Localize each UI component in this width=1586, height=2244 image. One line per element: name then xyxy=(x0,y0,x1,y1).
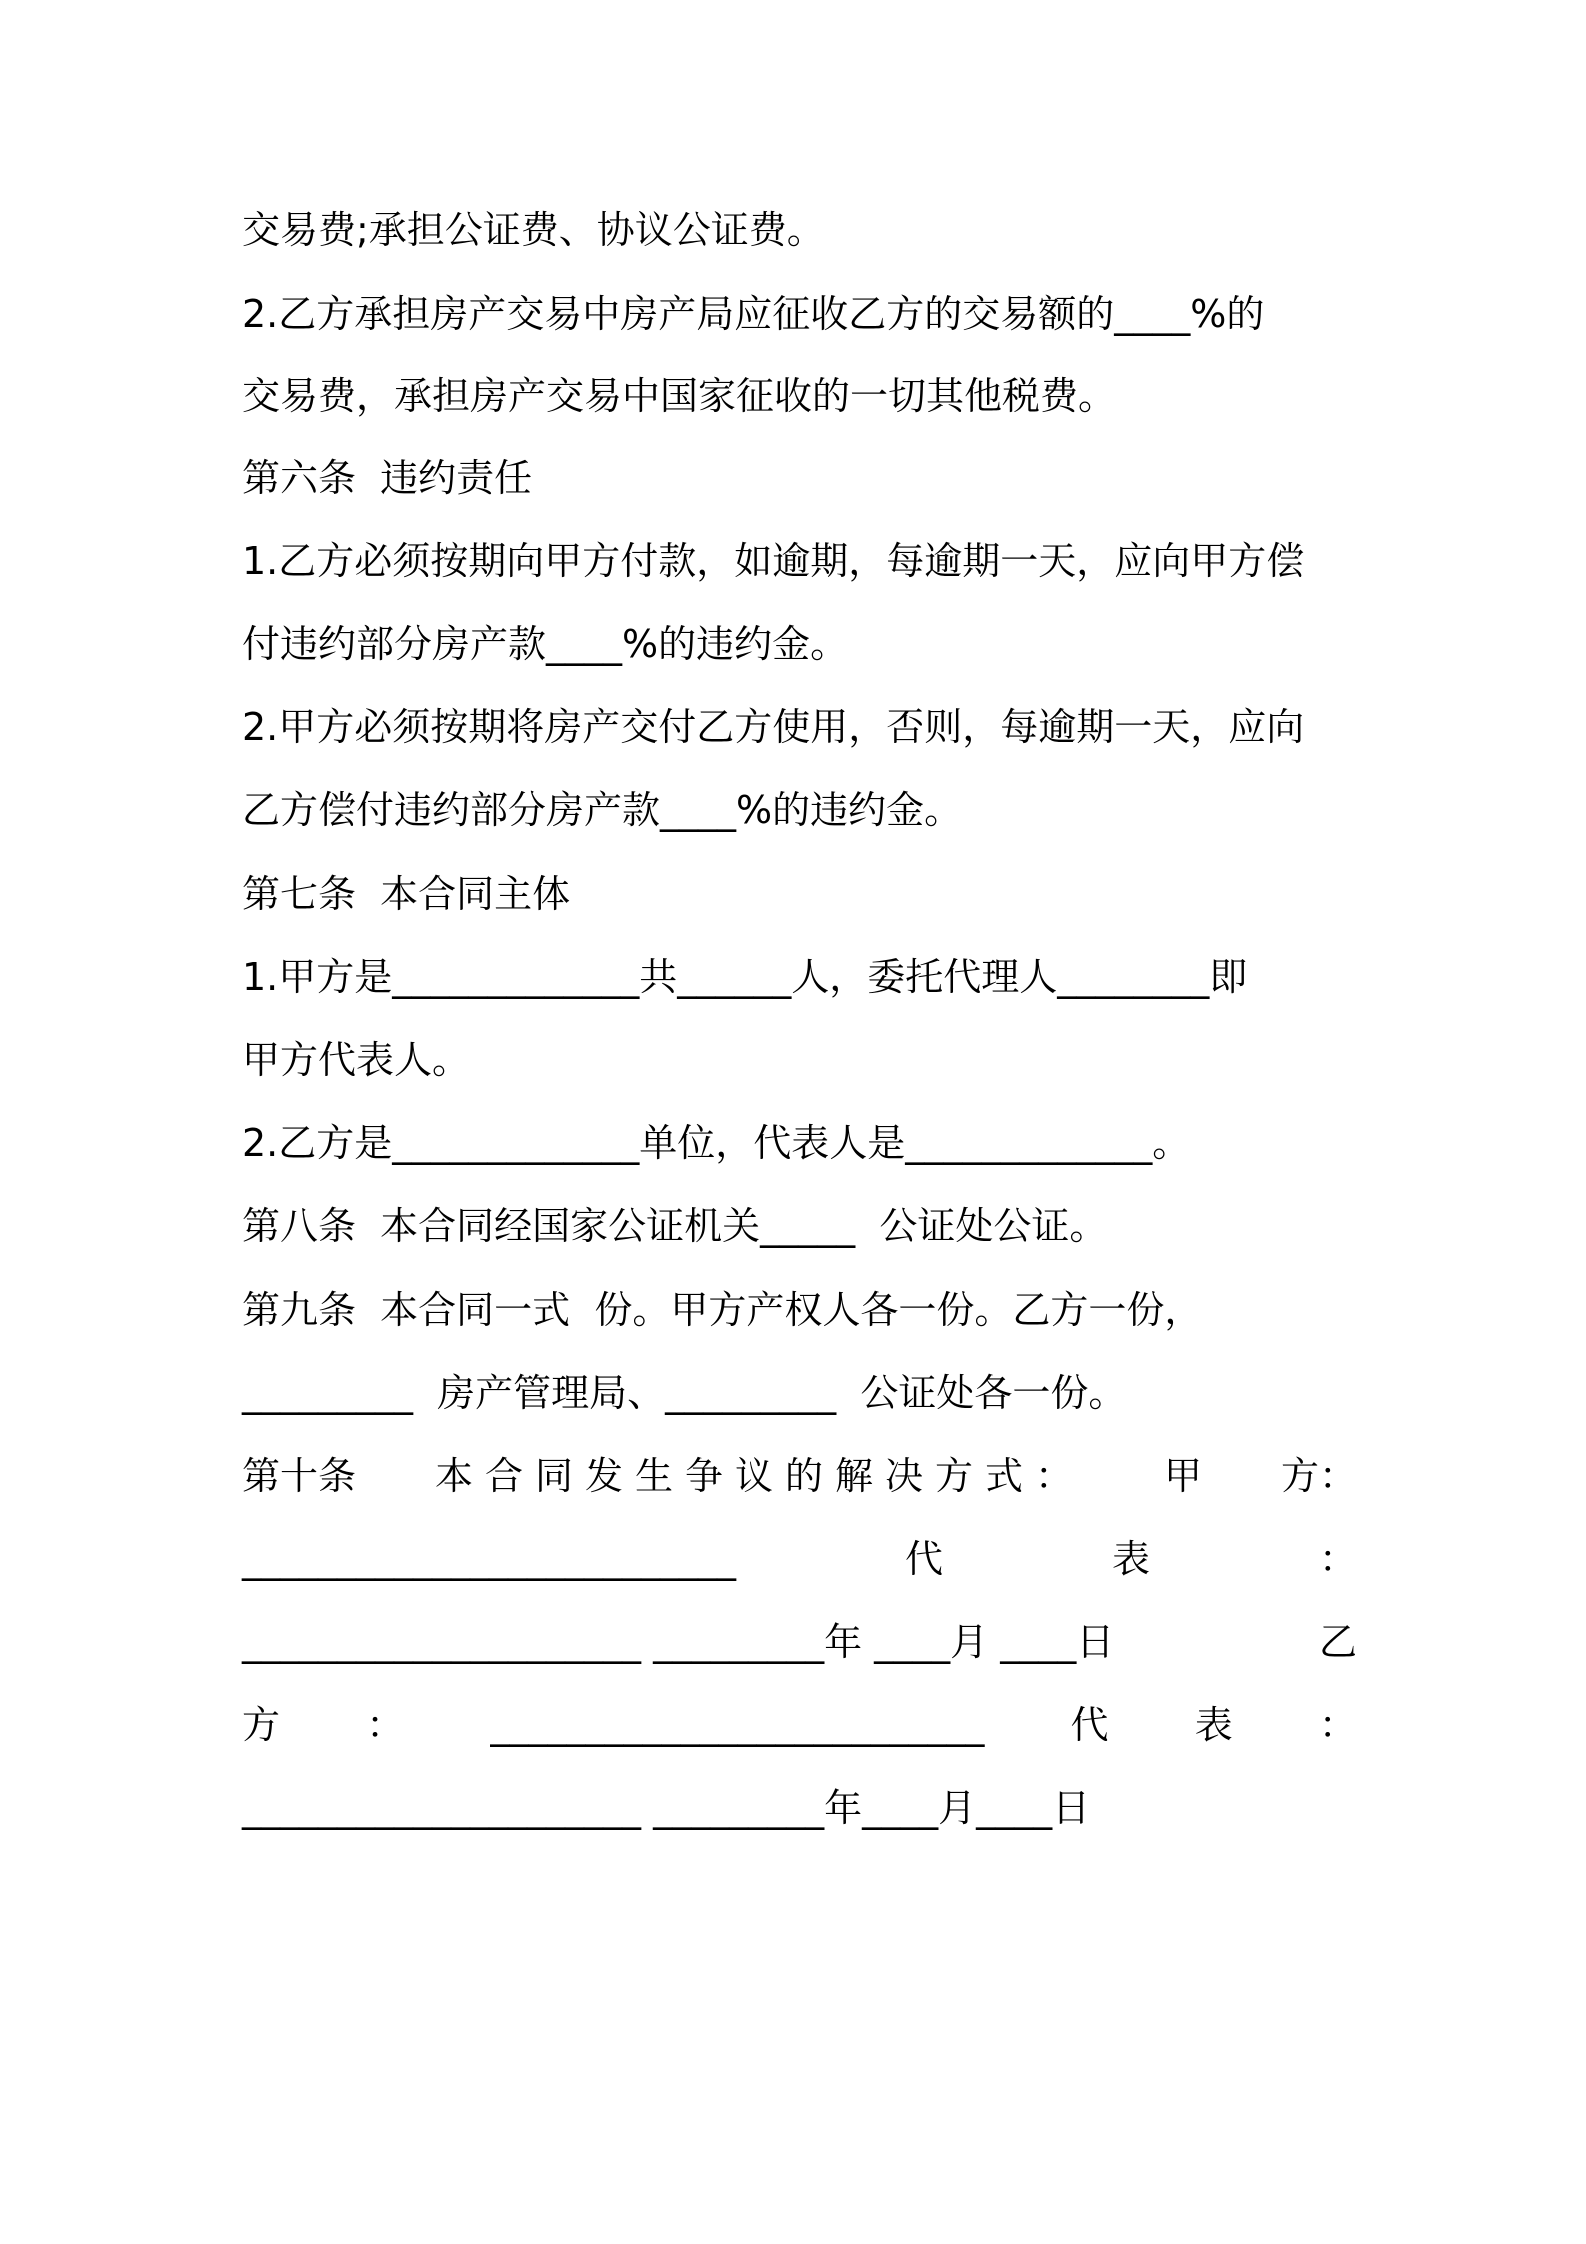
representative-b-colon: ： xyxy=(1318,1703,1357,1747)
party-b-label-part1: 乙 xyxy=(1318,1620,1357,1664)
representative-b-label-part1: 代 xyxy=(1070,1703,1109,1747)
clause-text-line: 2.乙方承担房产交易中房产局应征收乙方的交易额的____%的 xyxy=(242,292,1265,336)
article-10-row xyxy=(242,1448,1357,1504)
party-a-date-line: _____________________ _________年 ____月 ____日 xyxy=(242,1620,1115,1664)
article-7-heading: 第七条 本合同主体 xyxy=(242,872,571,916)
clause-text-line: 1.乙方必须按期向甲方付款，如逾期，每逾期一天，应向甲方偿 xyxy=(242,539,1305,583)
signature-row-2 xyxy=(242,1531,1357,1587)
clause-text-line: 交易费;承担公证费、协议公证费。 xyxy=(242,208,825,252)
clause-text-line: 2.甲方必须按期将房产交付乙方使用，否则，每逾期一天，应向 xyxy=(242,705,1305,749)
representative-label-part2: 表 xyxy=(1111,1537,1150,1581)
clause-text-line: 交易费，承担房产交易中国家征收的一切其他税费。 xyxy=(242,374,1117,418)
representative-label-part1: 代 xyxy=(904,1537,943,1581)
article-9-line: 第九条 本合同一式 份。甲方产权人各一份。乙方一份， xyxy=(242,1288,1203,1332)
article-6-heading: 第六条 违约责任 xyxy=(242,456,533,500)
article-8-line: 第八条 本合同经国家公证机关_____ 公证处公证。 xyxy=(242,1204,1108,1248)
signature-row-3 xyxy=(242,1614,1357,1670)
party-a-blank: __________________________ xyxy=(242,1537,736,1581)
clause-text-line: 2.乙方是_____________单位，代表人是_____________。 xyxy=(242,1121,1191,1165)
clause-text-line: _________ 房产管理局、_________ 公证处各一份。 xyxy=(242,1371,1127,1415)
clause-text-line: 付违约部分房产款____%的违约金。 xyxy=(242,622,849,666)
clause-text-line: 乙方偿付违约部分房产款____%的违约金。 xyxy=(242,788,963,832)
clause-text-line: 1.甲方是_____________共______人，委托代理人________即 xyxy=(242,955,1248,999)
party-b-date-line: _____________________ _________年____月____日 xyxy=(242,1786,1091,1830)
dispute-resolution-label: 本合同发生争议的解决方式： xyxy=(434,1454,1085,1498)
party-a-label-part2: 方： xyxy=(1280,1454,1357,1498)
party-b-colon: ： xyxy=(366,1703,405,1747)
representative-b-label-part2: 表 xyxy=(1194,1703,1233,1747)
clause-text-line: 甲方代表人。 xyxy=(242,1038,471,1082)
party-b-label-part2: 方 xyxy=(242,1703,281,1747)
article-10-label: 第十条 xyxy=(242,1454,357,1498)
representative-colon: ： xyxy=(1318,1537,1357,1581)
party-a-label-part1: 甲 xyxy=(1163,1454,1202,1498)
party-b-blank: __________________________ xyxy=(490,1703,985,1747)
signature-row-4 xyxy=(242,1697,1357,1753)
